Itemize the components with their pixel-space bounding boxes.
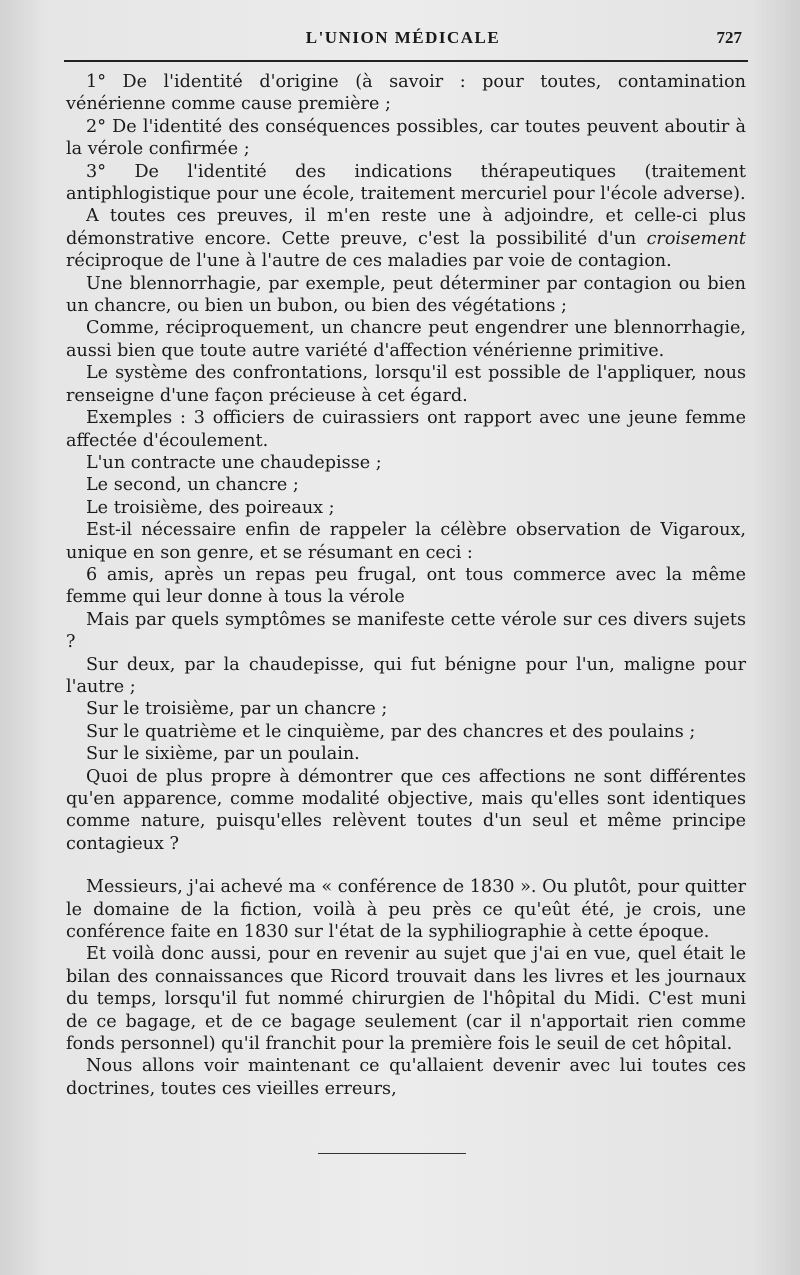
paragraph: Et voilà donc aussi, pour en revenir au sujet que j'ai en vue, quel était le bilan des connaissances que Ricord trouvait dans les livres et les journaux du temps, lorsqu'il fut nommé chirurgien de l'hôpital du Midi. C'est muni de ce bagage, et de ce bagage seulement (car il n'apportait rien comme fonds personnel) qu'il franchit pour la première fois le seuil de cet hôpital. [66,944,746,1055]
paragraph: Est-il nécessaire enfin de rappeler la célèbre observation de Vigaroux, unique en son genre, et se résumant en ceci : [66,520,746,563]
paragraph: Exemples : 3 officiers de cuirassiers ont rapport avec une jeune femme affectée d'écoulement. [66,408,746,451]
paragraph: 1° De l'identité d'origine (à savoir : pour toutes, contamination vénérienne comme cause première ; [66,72,746,115]
paragraph: Mais par quels symptômes se manifeste cette vérole sur ces divers sujets ? [66,609,746,653]
article-body [66,71,746,1100]
paragraph: Le troisième, des poireaux ; [86,497,335,518]
proof-emphasis: croisement [646,228,746,249]
paragraph: Comme, réciproquement, un chancre peut engendrer une blennorrhagie, aussi bien que toute autre variété d'affection vénérienne primitive. [66,318,746,361]
paragraph: Messieurs, j'ai achevé ma « conférence de 1830 ». Ou plutôt, pour quitter le domaine de la fiction, voilà à peu près ce qu'eût été, je crois, une conférence faite en 1830 sur l'état de la syphiliographie à cette époque. [66,877,746,943]
paragraph: Quoi de plus propre à démontrer que ces affections ne sont différentes qu'en apparence, comme modalité objective, mais qu'elles sont identiques comme nature, puisqu'elles relèvent toutes d'un seul et même principe contagieux ? [66,766,746,854]
section-end-rule [318,1153,466,1154]
paragraph: L'un contracte une chaudepisse ; [86,452,382,473]
paragraph: 3° De l'identité des indications thérapeutiques (traitement antiphlogistique pour une école, traitement mercuriel pour l'école adverse). [66,161,746,205]
proof-text-after: réciproque de l'une à l'autre de ces maladies par voie de contagion. [66,251,672,272]
paragraph: Sur deux, par la chaudepisse, qui fut bénigne pour l'un, maligne pour l'autre ; [66,654,746,697]
page-number: 727 [716,28,742,47]
paragraph: 6 amis, après un repas peu frugal, ont tous commerce avec la même femme qui leur donne à tous la vérole [66,564,746,608]
paragraph: Une blennorrhagie, par exemple, peut déterminer par contagion ou bien un chancre, ou bien un bubon, ou bien des végétations ; [66,273,746,317]
header-rule [64,60,748,62]
running-title: L'UNION MÉDICALE [305,28,501,47]
paragraph: Sur le troisième, par un chancre ; [86,699,388,720]
paragraph: Sur le quatrième et le cinquième, par des chancres et des poulains ; [86,721,696,742]
paragraph: Sur le sixième, par un poulain. [86,744,360,765]
proof-paragraph [66,205,746,272]
paragraph: Nous allons voir maintenant ce qu'allaient devenir avec lui toutes ces doctrines, toutes ces vieilles erreurs, [66,1056,746,1099]
running-header [64,28,742,54]
paragraph: 2° De l'identité des conséquences possibles, car toutes peuvent aboutir à la vérole confirmée ; [66,116,746,160]
paragraph: Le second, un chancre ; [86,475,299,496]
paragraph: Le système des confrontations, lorsqu'il est possible de l'appliquer, nous renseigne d'une façon précieuse à cet égard. [66,363,746,406]
proof-text-before: A toutes ces preuves, il m'en reste une à adjoindre, et celle-ci plus démonstrative encore. Cette preuve, c'est la possibilité d'un [66,206,746,249]
